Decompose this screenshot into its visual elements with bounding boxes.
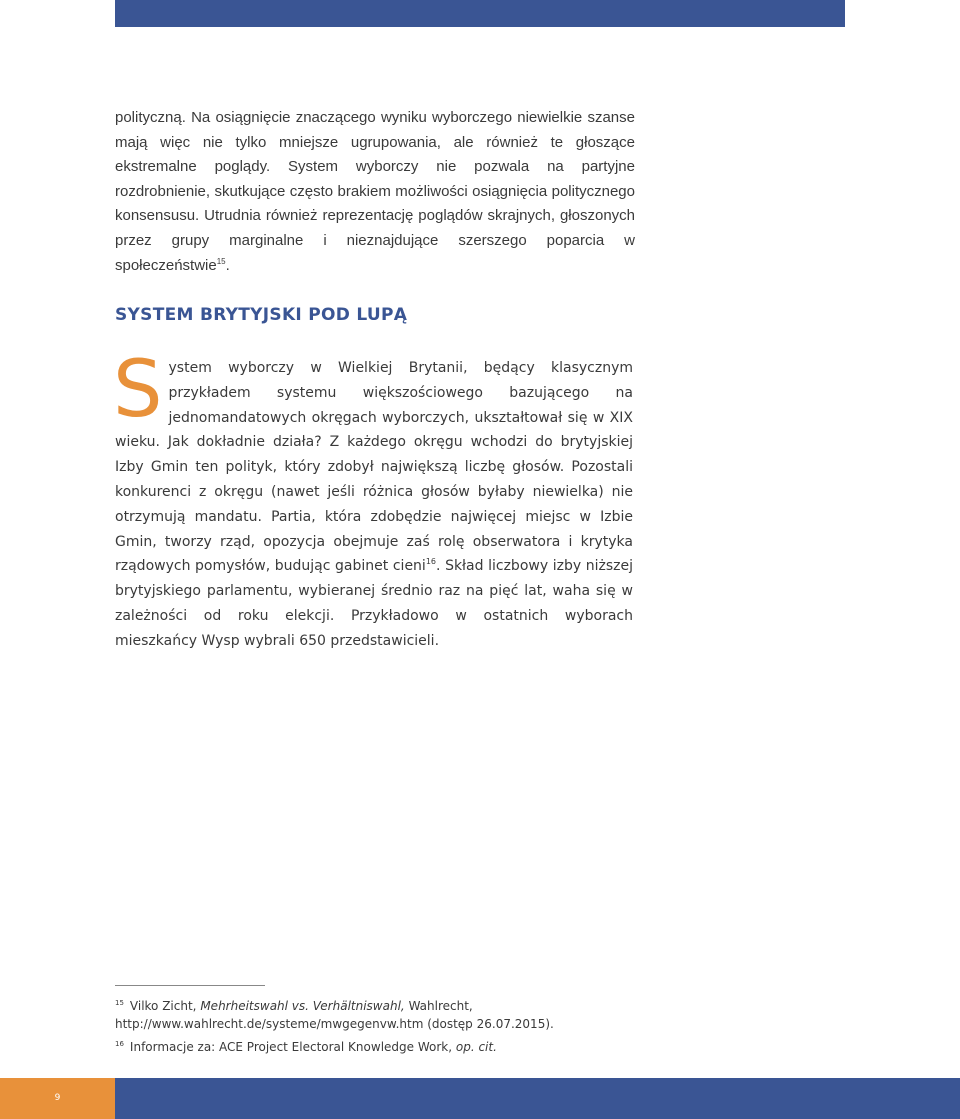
page-number: 9 — [54, 1093, 61, 1103]
footnote-divider — [115, 985, 265, 986]
dropcap-letter: S — [113, 345, 163, 435]
footnote-ref-16[interactable]: 16 — [425, 557, 437, 567]
footnotes — [115, 994, 635, 1058]
footnote-16: $^{16}$ Informacje za: ACE Project Electoral Knowledge Work, op. cit. — [115, 1040, 497, 1054]
intro-paragraph: polityczną. Na osiągnięcie znaczącego wyniku wyborczego niewielkie szanse mają więc nie tylko mniejsze ugrupowania, ale również te głoszące ekstremalne poglądy. System wyborczy nie pozwala na partyjne rozdrobnienie, skutkujące często brakiem możliwości osiągnięcia politycznego konsensusu. Utrudnia również reprezentację poglądów skrajnych, głoszonych przez grupy marginalne i nieznajdujące szerszego poparcia w społeczeństwie$^{15}$. — [115, 109, 635, 274]
header-bar — [115, 0, 845, 27]
footer-bar — [115, 1078, 960, 1119]
footnote-ref-15[interactable]: 15 — [216, 256, 226, 266]
section-heading: SYSTEM BRYTYJSKI POD LUPĄ — [115, 305, 408, 325]
section-body — [113, 345, 633, 654]
footnote-15: $^{15}$ Vilko Zicht, Mehrheitswahl vs. Verhältniswahl, Wahlrecht, http://www.wahlrecht.de/systeme/mwgegenvw.htm (dostęp 26.07.2015). — [115, 999, 554, 1031]
section-paragraph: System wyborczy w Wielkiej Brytanii, będący klasycznym przykładem systemu większościowego bazującego na jednomandatowych okręgach wyborczych, ukształtował się w XIX wieku. Jak dokładnie działa? Z każdego okręgu wchodzi do brytyjskiej Izby Gmin ten polityk, który zdobył największą liczbę głosów. Pozostali konkurenci z okręgu (nawet jeśli różnica głosów byłaby niewielka) nie otrzymują mandatu. Partia, która zdobędzie najwięcej miejsc w Izbie Gmin, tworzy rząd, opozycja obejmuje zaś rolę obserwatora i krytyka rządowych pomysłów, budując gabinet cieni$^{16}$. Skład liczbowy izby niższej brytyjskiego parlamentu, wybieranej średnio raz na pięć lat, waha się w zależności od roku elekcji. Przykładowo w ostatnich wyborach mieszkańcy Wysp wybrali 650 przedstawicieli. — [113, 345, 633, 649]
